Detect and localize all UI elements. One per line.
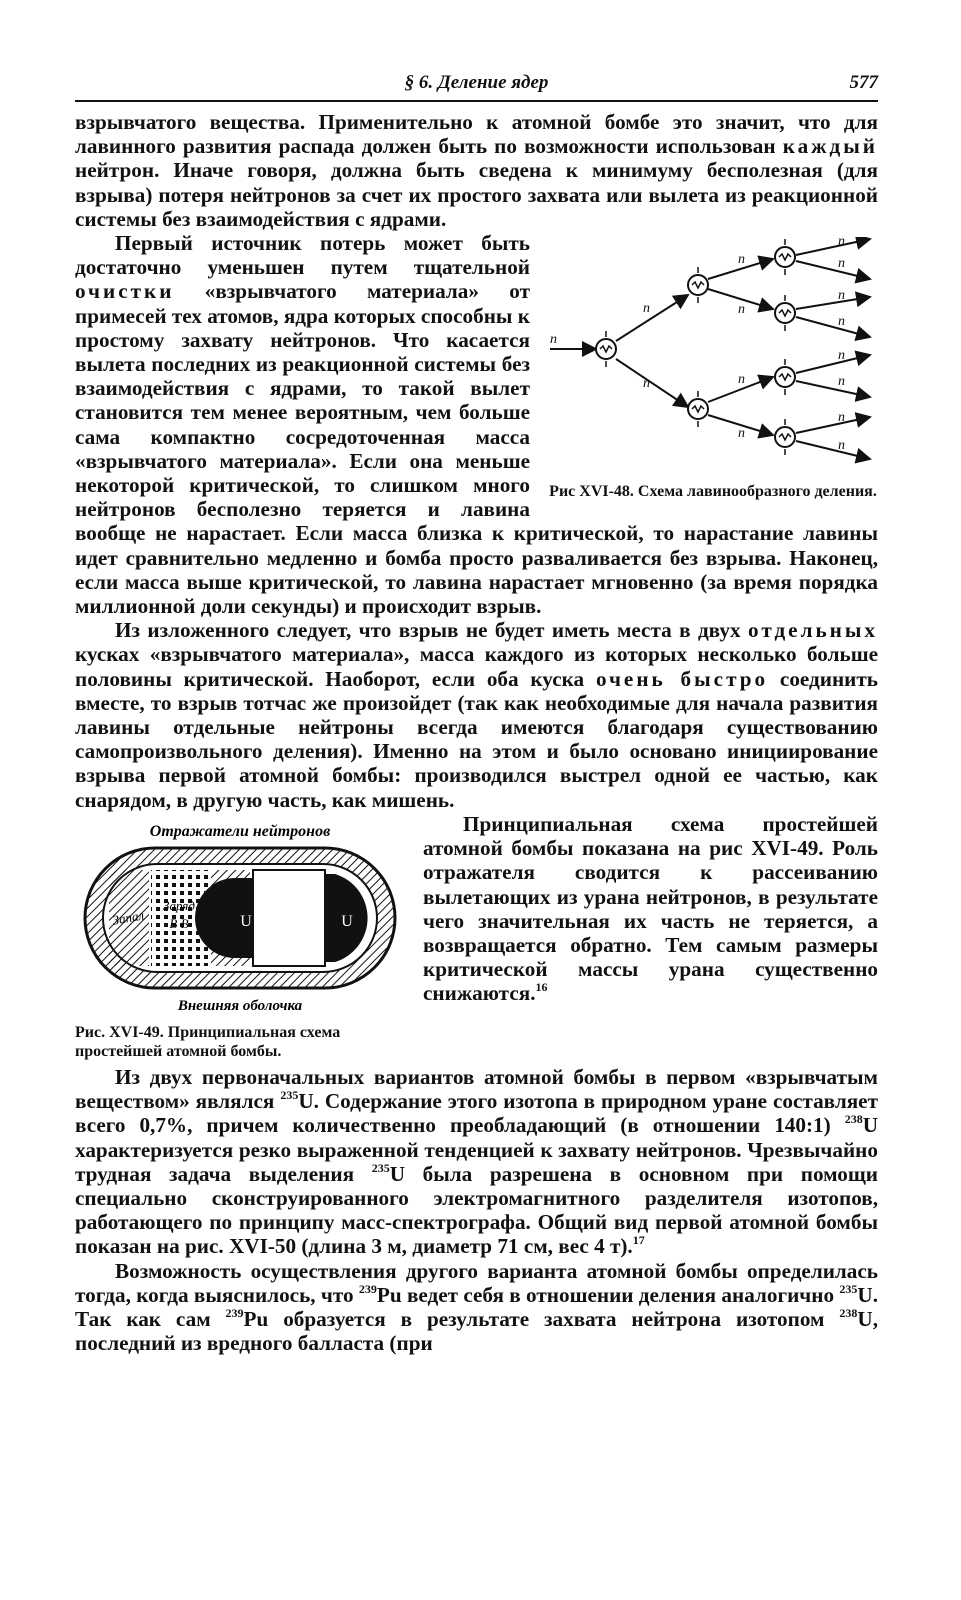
svg-text:U: U	[240, 912, 252, 930]
figure-xvi-48	[548, 237, 878, 501]
figure-xvi-48-caption: Рис XVI-48. Схема лавинообразного деления.	[549, 483, 877, 501]
svg-text:n: n	[838, 438, 845, 454]
svg-text:В В: В В	[169, 915, 189, 931]
svg-text:n: n	[643, 376, 650, 392]
svg-text:Запал: Запал	[111, 907, 146, 928]
svg-text:n: n	[738, 302, 745, 318]
svg-text:U: U	[341, 912, 353, 930]
paragraph-3: Из изложенного следует, что взрыв не будет иметь места в двух отдельных кусках «взрывчатого материала», масса каждого из которых несколько больше половины критической. Наоборот, если оба куска очень быстро соединить вместе, то взрыв тотчас же произойдет (так как необходимые для начала развития лавины отдельные нейтроны всегда имеются благодаря существованию самопроизвольного деления). Именно на этом и было основано инициирование взрыва первой атомной бомбы: производился выстрел одной ее частью, как снарядом, в другую часть, как мишень.	[75, 618, 878, 812]
paragraph-2: Первый источник потерь может быть достаточно уменьшен путем тщательной очистки «взрывчатого материала» от примесей тех атомов, ядра которых способны к простому захвату нейтронов. Что касается вылета последних из реакционной системы без взаимодействия с ядрами, то такой вылет становится тем менее вероятным, чем больше сама компактно сосредоточенная масса «взрывчатого материала». Если она меньше некоторой критической, то слишком много нейтронов бесполезно теряется и лавина вообще не нарастает. Если масса близка к критической, то нарастание лавины идет сравнительно медленно и бомба просто разваливается без взрыва. Наконец, если масса выше критической, то лавина нарастает мгновенно (за время порядка миллионной доли секунды) и происходит взрыв.	[75, 231, 878, 619]
svg-text:n: n	[550, 332, 557, 348]
svg-text:Заряд: Заряд	[163, 897, 195, 913]
svg-text:n: n	[838, 256, 845, 272]
svg-text:n: n	[738, 372, 745, 388]
paragraph-5: Из двух первоначальных вариантов атомной бомбы в первом «взрывчатым веществом» являлся $^{235}$U. Содержание этого изотопа в природном уране составляет всего 0,7%, причем количественно преобладающий (в отношении 140:1) $^{238}$U характеризуется резко выраженной тенденцией к захвату нейтронов. Чрезвычайно трудная задача выделения $^{235}$U была разрешена в основном при помощи специально сконструированного электромагнитного разделителя изотопов, работающего по принципу масс-спектрографа. Общий вид первой атомной бомбы показан на рис. XVI-50 (длина 3 м, диаметр 71 см, вес 4 т).$^{17}$	[75, 1064, 878, 1259]
paragraph-4: Принципиальная схема простейшей атомной бомбы показана на рис XVI-49. Роль отражателя сводится к рассеиванию вылетающих из урана нейтронов, в результате чего значительная их часть не теряется, а возвращается обратно. Тем самым размеры критической массы урана существенно снижаются.$^{16}$	[423, 811, 878, 1006]
svg-text:n: n	[838, 314, 845, 330]
page	[75, 70, 878, 1355]
figure-xvi-49-caption: Рис. XVI-49. Принципиальная схема простейшей атомной бомбы.	[75, 1023, 341, 1060]
svg-text:n: n	[643, 301, 650, 317]
page-number: 577	[849, 72, 878, 93]
svg-text:n: n	[838, 348, 845, 364]
svg-text:n: n	[838, 237, 845, 250]
svg-text:n: n	[838, 288, 845, 304]
header-title: § 6. Деление ядер	[404, 72, 549, 93]
paragraph-1: взрывчатого вещества. Применительно к атомной бомбе это значит, что для лавинного развития распада должен быть по возможности использован каждый нейтрон. Иначе говоря, должна быть сведена к минимуму бесполезная (для взрыва) потеря нейтронов за счет их простого захвата или вылета из реакционной системы без взаимодействия с ядрами.	[75, 110, 878, 231]
running-header	[75, 70, 878, 102]
svg-text:Отражатели нейтронов: Отражатели нейтронов	[149, 822, 331, 840]
avalanche-fission-diagram	[548, 237, 878, 477]
atomic-bomb-scheme	[75, 818, 405, 1018]
svg-text:n: n	[838, 410, 845, 426]
svg-text:n: n	[738, 252, 745, 268]
paragraph-6: Возможность осуществления другого варианта атомной бомбы определилась тогда, когда выяснилось, что $^{239}$Pu ведет себя в отношении деления аналогично $^{235}$U. Так как сам $^{239}$Pu образуется в результате захвата нейтрона изотопом $^{238}$U, последний из вредного балласта (при	[75, 1258, 878, 1356]
svg-text:Внешняя оболочка: Внешняя оболочка	[177, 997, 303, 1014]
figure-xvi-49	[75, 818, 405, 1061]
svg-text:n: n	[838, 374, 845, 390]
svg-text:n: n	[738, 426, 745, 442]
